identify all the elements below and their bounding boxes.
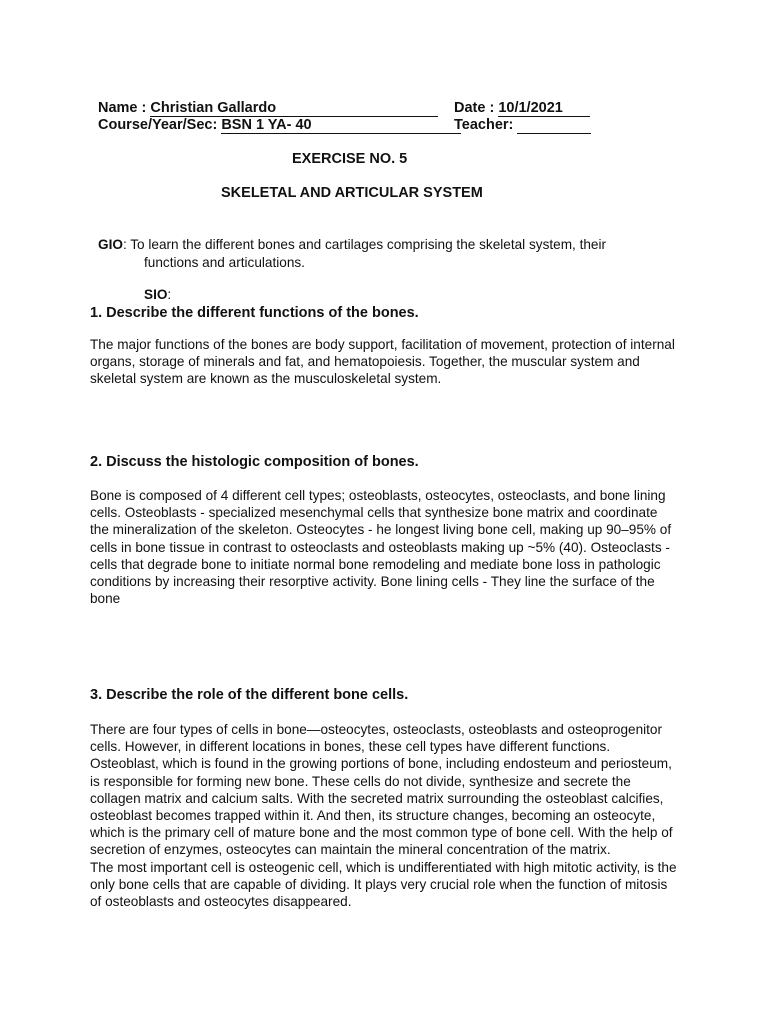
sio-colon: : <box>167 287 172 302</box>
date-value-text: 10/1/2021 <box>498 100 563 116</box>
question-3-answer-paragraph-2: The most important cell is osteogenic cell, which is undifferentiated with high mitotic activity, is the only bone cells that are capable of dividing. It plays very crucial role when the function of mitosis of osteoblasts and osteocytes disappeared. <box>90 859 677 910</box>
question-3-answer-paragraph-1: There are four types of cells in bone—osteocytes, osteoclasts, osteoblasts and osteoprogenitor cells. However, in different locations in bones, these cell types have different functions. Osteoblast, which is found in the growing portions of bone, including endosteum and periosteum, is responsible for forming new bone. These cells do not divide, synthesize and secrete the collagen matrix and calcium salts. With the secreted matrix surrounding the osteoblast calcifies, osteoblast becomes trapped within it. And then, its structure changes, becoming an osteocyte, which is the primary cell of mature bone and the most common type of bone cell. With the help of secretion of enzymes, osteocytes can maintain the mineral concentration of the matrix. <box>90 722 673 858</box>
gio-block <box>98 236 698 272</box>
question-1-answer-text: The major functions of the bones are body support, facilitation of movement, protection of internal organs, storage of minerals and fat, and hematopoiesis. Together, the muscular system and skeletal system are known as the musculoskeletal system. <box>90 337 675 387</box>
sio-block <box>144 286 171 304</box>
course-row <box>98 116 461 134</box>
sio-label: SIO <box>144 287 168 302</box>
name-value-text: Christian Gallardo <box>150 100 277 116</box>
date-value <box>498 99 590 117</box>
question-3-heading: 3. Describe the role of the different bone cells. <box>90 687 409 703</box>
name-row <box>98 99 438 117</box>
gio-label: GIO <box>98 237 123 252</box>
course-value <box>221 116 461 134</box>
question-2-heading: 2. Discuss the histologic composition of bones. <box>90 454 419 470</box>
teacher-row <box>454 116 591 134</box>
question-3-answer <box>90 721 680 910</box>
date-label: Date : <box>454 100 495 116</box>
document-title: SKELETAL AND ARTICULAR SYSTEM <box>221 185 483 201</box>
exercise-number: EXERCISE NO. 5 <box>292 151 408 167</box>
question-2-answer <box>90 487 680 607</box>
teacher-label: Teacher: <box>454 117 514 133</box>
question-1-heading: 1. Describe the different functions of the bones. <box>90 305 419 321</box>
course-label: Course/Year/Sec: <box>98 117 218 133</box>
gio-line-1: : To learn the different bones and cartilages comprising the skeletal system, their <box>122 237 607 252</box>
name-label: Name : <box>98 100 147 116</box>
course-value-text: BSN 1 YA- 40 <box>221 117 312 133</box>
gio-line-2: functions and articulations. <box>144 255 305 270</box>
question-2-answer-text: Bone is composed of 4 different cell types; osteoblasts, osteocytes, osteoclasts, and bone lining cells. Osteoblasts - specialized mesenchymal cells that synthesize bone matrix and coordinate the mineralization of the skeleton. Osteocytes - he longest living bone cell, making up 90–95% of cells in bone tissue in contrast to osteoclasts and osteoblasts making up ~5% (40). Osteoclasts - cells that degrade bone to initiate normal bone remodeling and mediate bone loss in pathologic conditions by increasing their resorptive activity. Bone lining cells - They line the surface of the bone <box>90 488 672 607</box>
date-row <box>454 99 590 117</box>
question-1-answer <box>90 336 680 388</box>
name-value <box>150 99 438 117</box>
teacher-value <box>517 116 591 134</box>
